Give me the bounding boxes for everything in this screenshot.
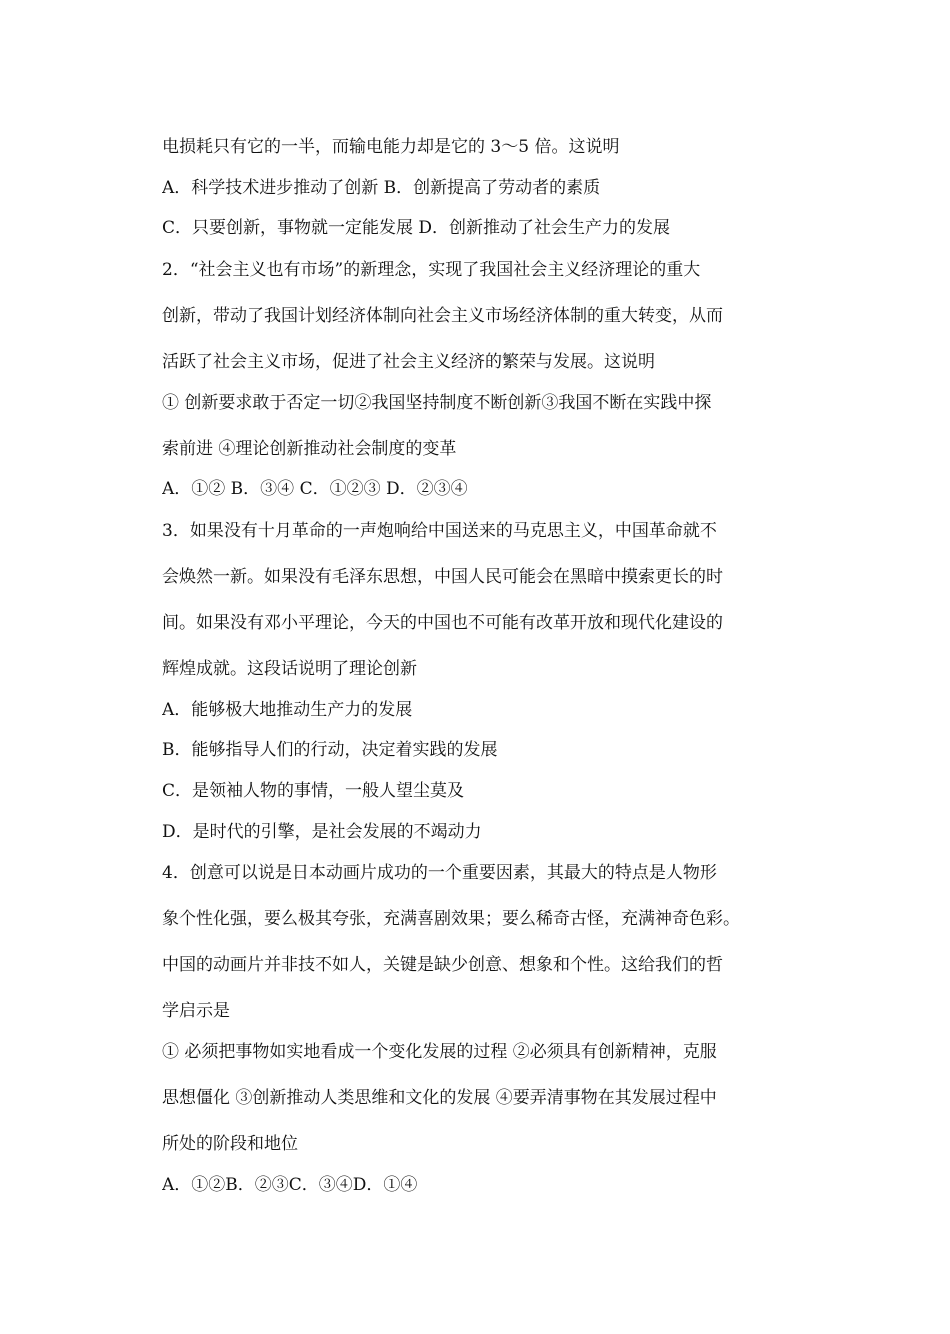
text-line-question3-option-c: C．是领袖人物的事情，一般人望尘莫及	[162, 781, 465, 801]
text-line-question3-option-a: A．能够极大地推动生产力的发展	[162, 700, 413, 720]
text-line-question3-stem: 3．如果没有十月革命的一声炮响给中国送来的马克思主义，中国革命就不	[162, 521, 717, 541]
text-line-question4-stem: 4．创意可以说是日本动画片成功的一个重要因素，其最大的特点是人物形	[162, 863, 717, 883]
text-line-question2-stem: 2．“社会主义也有市场”的新理念，实现了我国社会主义经济理论的重大	[162, 260, 701, 280]
text-line-question2-statements: 索前进 ④理论创新推动社会制度的变革	[162, 439, 457, 459]
text-line-question1-stem-end: 电损耗只有它的一半，而输电能力却是它的 3～5 倍。这说明	[162, 137, 620, 157]
text-line-question2-stem: 创新，带动了我国计划经济体制向社会主义市场经济体制的重大转变，从而	[162, 306, 723, 326]
text-line-question3-stem: 会焕然一新。如果没有毛泽东思想，中国人民可能会在黑暗中摸索更长的时	[162, 567, 723, 587]
text-line-question4-stem: 中国的动画片并非技不如人，关键是缺少创意、想象和个性。这给我们的哲	[162, 955, 723, 975]
text-line-question2-statements: ① 创新要求敢于否定一切②我国坚持制度不断创新③我国不断在实践中探	[162, 393, 712, 413]
text-line-question4-statements: 思想僵化 ③创新推动人类思维和文化的发展 ④要弄清事物在其发展过程中	[162, 1088, 717, 1108]
text-line-question1-options-cd: C．只要创新，事物就一定能发展 D．创新推动了社会生产力的发展	[162, 218, 671, 238]
text-line-question4-statements: ① 必须把事物如实地看成一个变化发展的过程 ②必须具有创新精神，克服	[162, 1042, 717, 1062]
text-line-question2-options: A．①② B．③④ C．①②③ D．②③④	[162, 479, 468, 499]
text-line-question3-option-b: B．能够指导人们的行动，决定着实践的发展	[162, 740, 498, 760]
text-line-question3-stem: 辉煌成就。这段话说明了理论创新	[162, 659, 417, 679]
text-line-question4-options: A．①②B．②③C．③④D．①④	[162, 1175, 418, 1195]
text-line-question4-statements: 所处的阶段和地位	[162, 1134, 298, 1154]
text-line-question1-options-ab: A．科学技术进步推动了创新 B．创新提高了劳动者的素质	[162, 178, 601, 198]
text-line-question3-option-d: D．是时代的引擎，是社会发展的不竭动力	[162, 822, 482, 842]
text-line-question2-stem: 活跃了社会主义市场，促进了社会主义经济的繁荣与发展。这说明	[162, 352, 655, 372]
text-line-question4-stem: 象个性化强，要么极其夸张，充满喜剧效果；要么稀奇古怪，充满神奇色彩。	[162, 909, 740, 929]
text-line-question3-stem: 间。如果没有邓小平理论，今天的中国也不可能有改革开放和现代化建设的	[162, 613, 723, 633]
text-line-question4-stem: 学启示是	[162, 1001, 230, 1021]
